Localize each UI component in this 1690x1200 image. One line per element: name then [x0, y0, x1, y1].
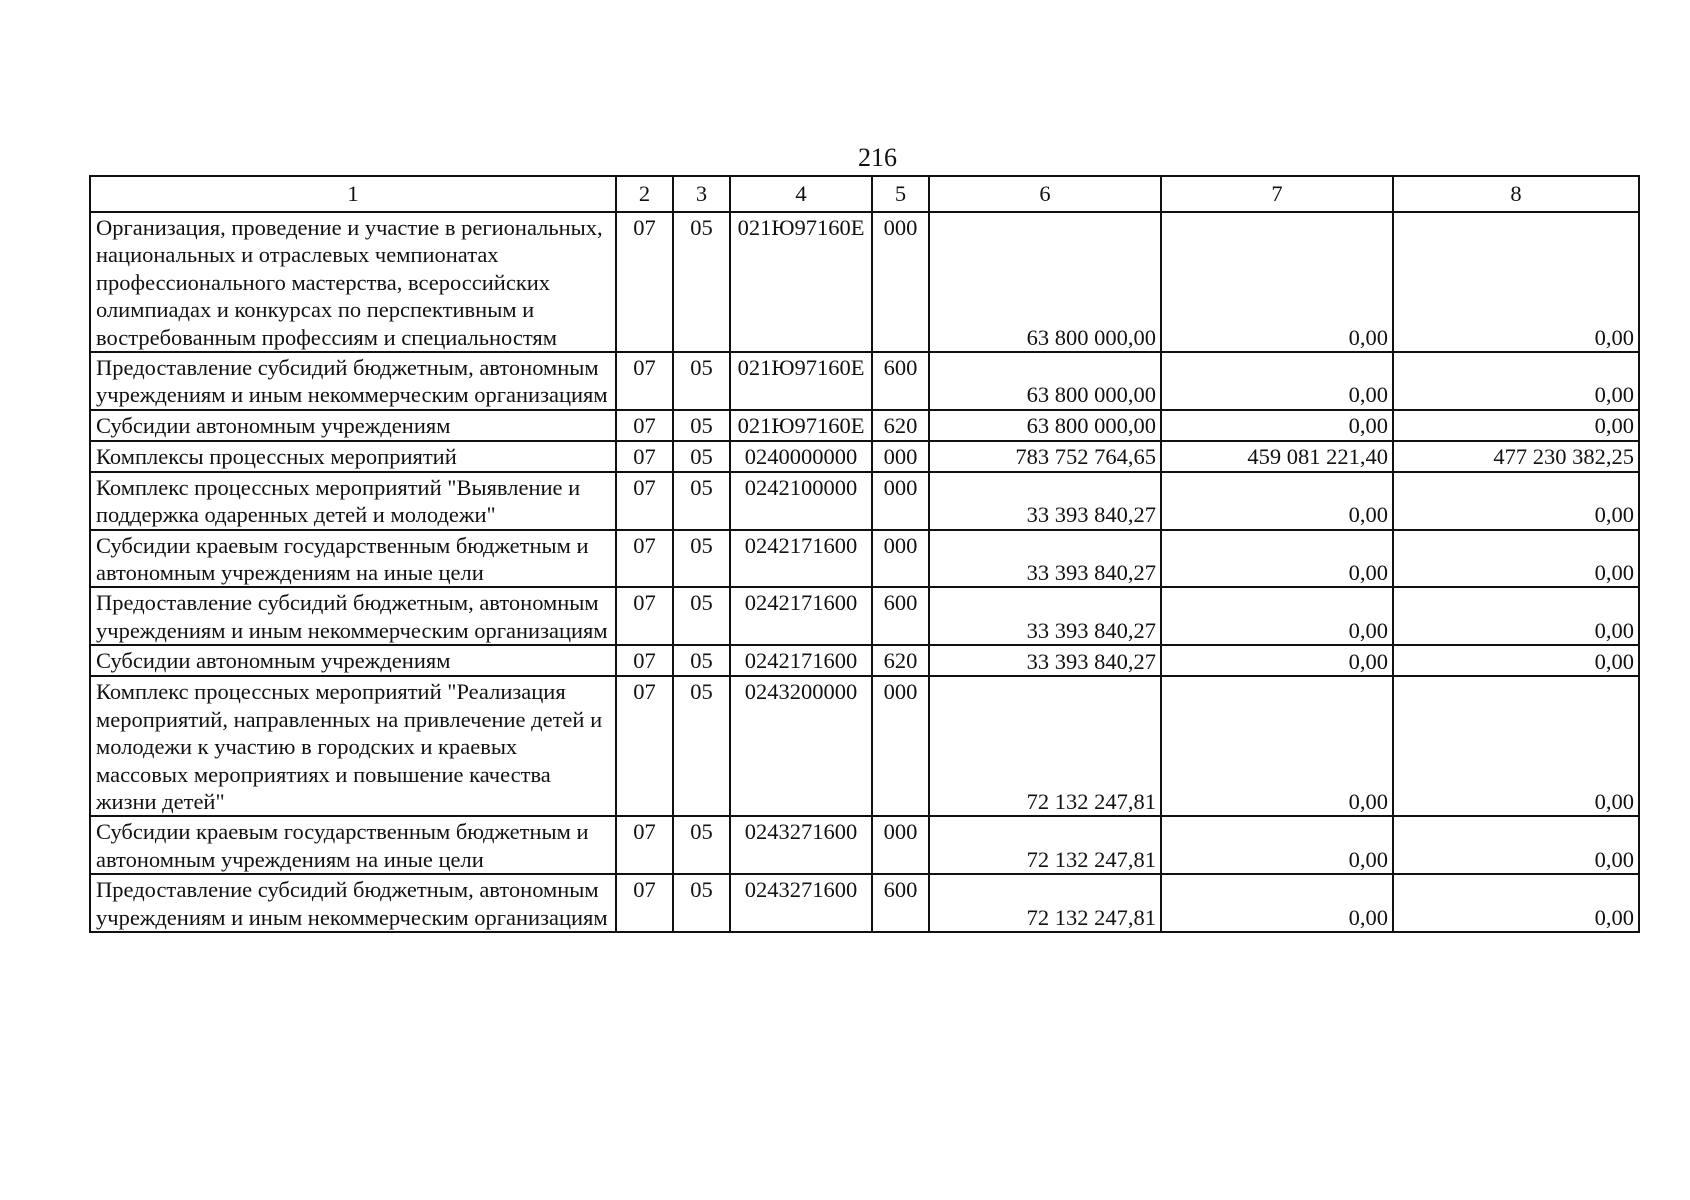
row-name: Субсидии автономным учреждениям: [90, 645, 616, 676]
row-target-article: 0242171600: [730, 645, 872, 676]
row-amount-col7: 0,00: [1161, 212, 1393, 352]
table-row: [90, 410, 1639, 441]
row-name: Субсидии автономным учреждениям: [90, 410, 616, 441]
row-expense-type: 620: [872, 410, 929, 441]
row-section: 07: [616, 816, 673, 874]
header-col-7: 7: [1161, 176, 1393, 212]
row-section: 07: [616, 441, 673, 472]
row-amount-col8: 0,00: [1393, 816, 1639, 874]
row-subsection: 05: [673, 441, 730, 472]
row-amount-col6: 72 132 247,81: [929, 676, 1161, 816]
row-target-article: 021Ю97160Е: [730, 410, 872, 441]
row-amount-col7: 0,00: [1161, 645, 1393, 676]
row-expense-type: 000: [872, 212, 929, 352]
row-expense-type: 600: [872, 587, 929, 645]
row-name: Комплекс процессных мероприятий "Реализация мероприятий, направленных на привлечение детей и молодежи к участию в городских и краевых массовых мероприятиях и повышение качества жизни детей": [90, 676, 616, 816]
table-row: [90, 472, 1639, 530]
row-section: 07: [616, 676, 673, 816]
row-subsection: 05: [673, 472, 730, 530]
row-target-article: 0243271600: [730, 874, 872, 932]
row-name: Субсидии краевым государственным бюджетным и автономным учреждениям на иные цели: [90, 816, 616, 874]
row-subsection: 05: [673, 874, 730, 932]
row-amount-col7: 459 081 221,40: [1161, 441, 1393, 472]
table-row: [90, 212, 1639, 352]
row-amount-col7: 0,00: [1161, 530, 1393, 588]
row-amount-col6: 72 132 247,81: [929, 816, 1161, 874]
row-amount-col6: 33 393 840,27: [929, 645, 1161, 676]
row-target-article: 0240000000: [730, 441, 872, 472]
row-amount-col7: 0,00: [1161, 472, 1393, 530]
row-name: Предоставление субсидий бюджетным, автономным учреждениям и иным некоммерческим организациям: [90, 587, 616, 645]
row-section: 07: [616, 472, 673, 530]
row-amount-col6: 783 752 764,65: [929, 441, 1161, 472]
row-amount-col8: 0,00: [1393, 530, 1639, 588]
table-row: [90, 587, 1639, 645]
row-section: 07: [616, 587, 673, 645]
header-col-3: 3: [673, 176, 730, 212]
row-target-article: 0242171600: [730, 530, 872, 588]
row-name: Субсидии краевым государственным бюджетным и автономным учреждениям на иные цели: [90, 530, 616, 588]
row-subsection: 05: [673, 212, 730, 352]
row-amount-col8: 477 230 382,25: [1393, 441, 1639, 472]
header-col-8: 8: [1393, 176, 1639, 212]
table-row: [90, 530, 1639, 588]
page-number: 216: [858, 143, 897, 172]
header-col-1: 1: [90, 176, 616, 212]
row-name: Комплекс процессных мероприятий "Выявление и поддержка одаренных детей и молодежи": [90, 472, 616, 530]
row-name: Комплексы процессных мероприятий: [90, 441, 616, 472]
row-amount-col8: 0,00: [1393, 587, 1639, 645]
row-amount-col6: 33 393 840,27: [929, 587, 1161, 645]
row-amount-col7: 0,00: [1161, 352, 1393, 410]
table-row: [90, 816, 1639, 874]
row-amount-col7: 0,00: [1161, 587, 1393, 645]
row-target-article: 021Ю97160Е: [730, 352, 872, 410]
row-amount-col6: 63 800 000,00: [929, 410, 1161, 441]
table-row: [90, 352, 1639, 410]
row-target-article: 0242171600: [730, 587, 872, 645]
row-section: 07: [616, 645, 673, 676]
budget-table: [89, 175, 1640, 933]
row-amount-col8: 0,00: [1393, 645, 1639, 676]
table-row: [90, 676, 1639, 816]
row-expense-type: 000: [872, 676, 929, 816]
row-expense-type: 000: [872, 530, 929, 588]
row-amount-col6: 63 800 000,00: [929, 212, 1161, 352]
row-expense-type: 600: [872, 352, 929, 410]
row-amount-col8: 0,00: [1393, 676, 1639, 816]
header-col-6: 6: [929, 176, 1161, 212]
row-subsection: 05: [673, 816, 730, 874]
row-amount-col8: 0,00: [1393, 410, 1639, 441]
row-amount-col7: 0,00: [1161, 816, 1393, 874]
row-name: Предоставление субсидий бюджетным, автономным учреждениям и иным некоммерческим организациям: [90, 352, 616, 410]
row-subsection: 05: [673, 352, 730, 410]
row-subsection: 05: [673, 587, 730, 645]
row-section: 07: [616, 212, 673, 352]
row-name: Организация, проведение и участие в региональных, национальных и отраслевых чемпионатах профессионального мастерства, всероссийских олимпиадах и конкурсах по перспективным и востребованным профессиям и специальностям: [90, 212, 616, 352]
row-section: 07: [616, 874, 673, 932]
header-row: [90, 176, 1639, 212]
row-amount-col8: 0,00: [1393, 874, 1639, 932]
row-expense-type: 000: [872, 441, 929, 472]
header-col-2: 2: [616, 176, 673, 212]
row-subsection: 05: [673, 530, 730, 588]
row-subsection: 05: [673, 676, 730, 816]
row-amount-col7: 0,00: [1161, 676, 1393, 816]
row-amount-col6: 33 393 840,27: [929, 472, 1161, 530]
row-section: 07: [616, 410, 673, 441]
row-section: 07: [616, 352, 673, 410]
row-expense-type: 600: [872, 874, 929, 932]
row-amount-col6: 63 800 000,00: [929, 352, 1161, 410]
row-amount-col6: 72 132 247,81: [929, 874, 1161, 932]
row-subsection: 05: [673, 645, 730, 676]
row-amount-col8: 0,00: [1393, 212, 1639, 352]
row-section: 07: [616, 530, 673, 588]
row-amount-col8: 0,00: [1393, 352, 1639, 410]
table-row: [90, 874, 1639, 932]
row-target-article: 0242100000: [730, 472, 872, 530]
row-amount-col6: 33 393 840,27: [929, 530, 1161, 588]
row-amount-col8: 0,00: [1393, 472, 1639, 530]
row-name: Предоставление субсидий бюджетным, автономным учреждениям и иным некоммерческим организациям: [90, 874, 616, 932]
header-col-4: 4: [730, 176, 872, 212]
row-target-article: 0243271600: [730, 816, 872, 874]
table-row: [90, 645, 1639, 676]
row-target-article: 021Ю97160Е: [730, 212, 872, 352]
row-target-article: 0243200000: [730, 676, 872, 816]
row-expense-type: 620: [872, 645, 929, 676]
row-expense-type: 000: [872, 816, 929, 874]
row-amount-col7: 0,00: [1161, 410, 1393, 441]
header-col-5: 5: [872, 176, 929, 212]
table-row: [90, 441, 1639, 472]
row-amount-col7: 0,00: [1161, 874, 1393, 932]
row-expense-type: 000: [872, 472, 929, 530]
row-subsection: 05: [673, 410, 730, 441]
